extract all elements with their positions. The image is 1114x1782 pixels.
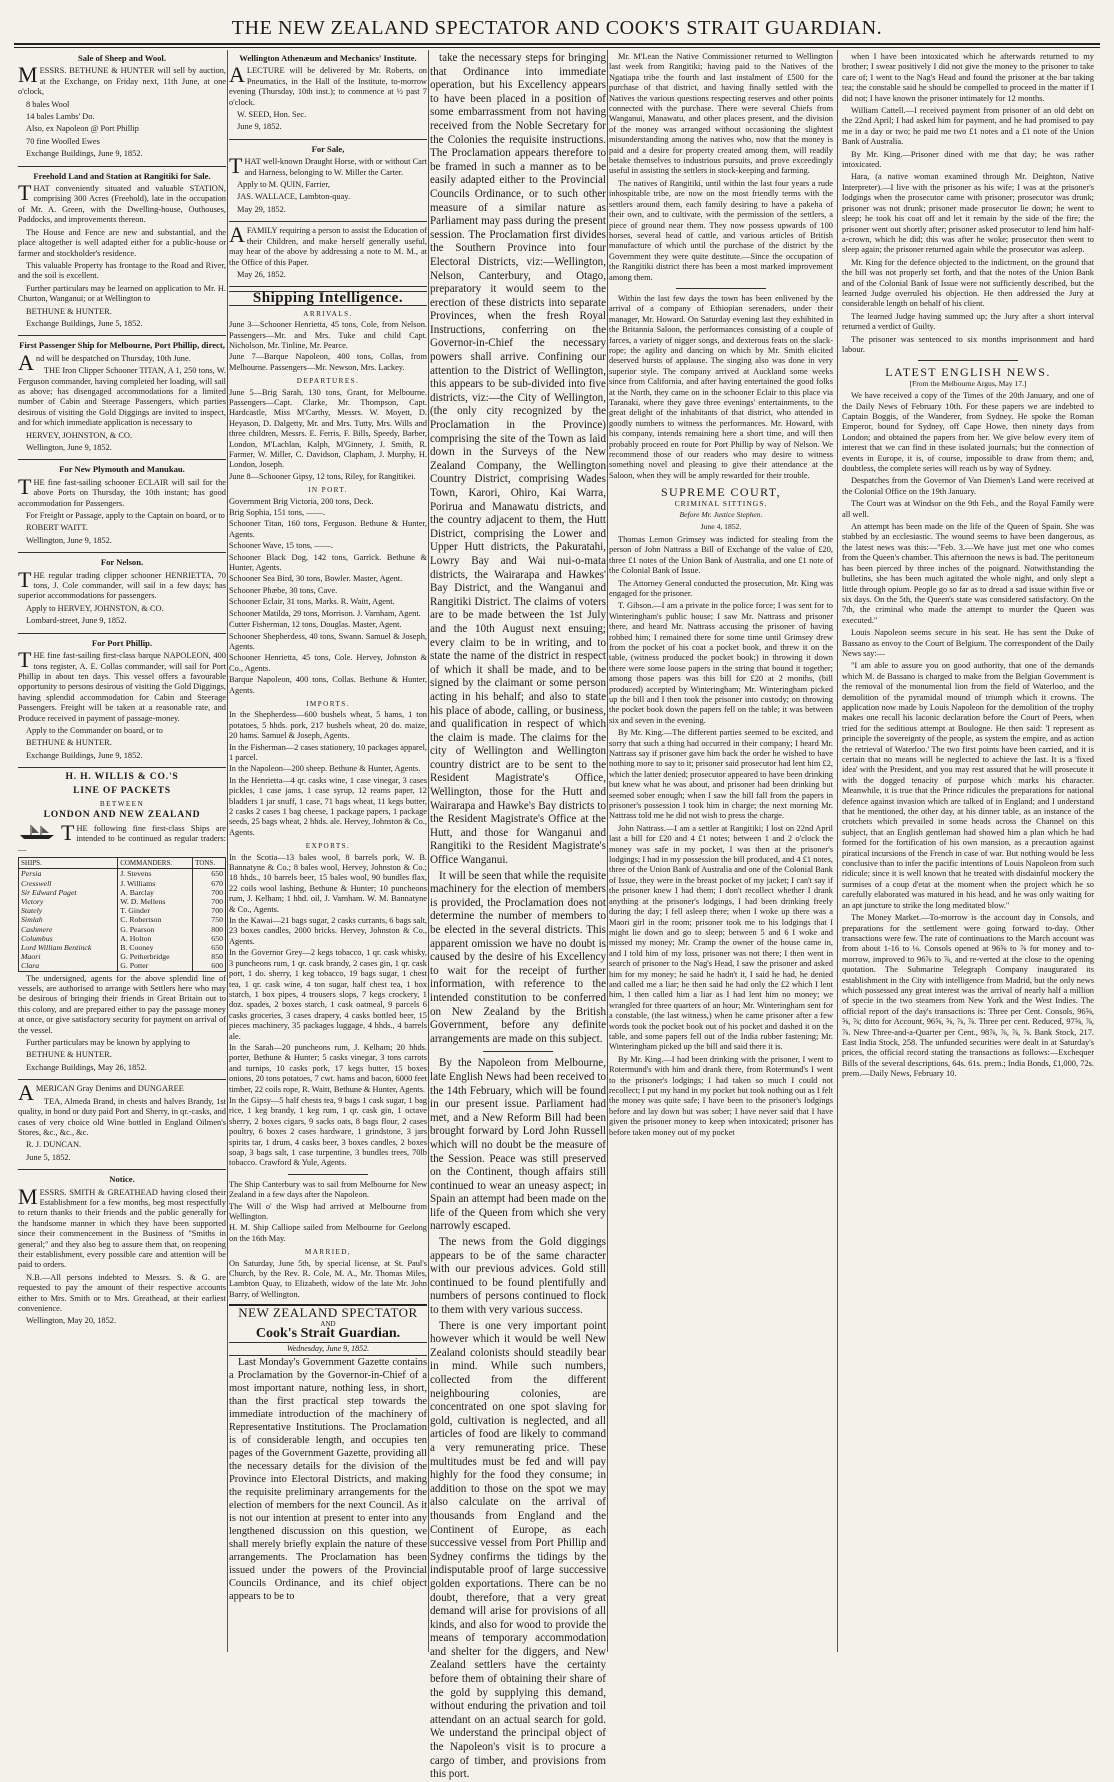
advertisement: [18, 464, 226, 553]
advertisement-line: The House and Fence are new and substantial, and the place altogether is well adapted either for a public-house or farmer and stockholder's residence.: [18, 227, 226, 258]
english-news-paragraph: Despatches from the Governor of Van Diemen's Land were received at the Colonial Office on the 19th January.: [842, 476, 1094, 496]
import-entry: In the Henrietta—4 qr. casks wine, 1 case vinegar, 3 cases pickles, 1 case jams, 1 case syrup, 12 reams paper, 12 bladders 1 jar snuff, 1 case, 71 bags wheat, 11 kegs butter, 2 casks 2 cases 1 bag cheese, 1 package papers, 1 package seeds, 25 bags wheat, 2 hhds. ale. Hervey, Johnston & Co., Agents.: [229, 775, 427, 837]
ship-tonnage: 700: [193, 906, 226, 915]
export-entry: In the Sarah—20 puncheons rum, J. Kelham; 20 hhds. porter, Bethune & Hunter; 5 casks vinegar, 3 tons carrots and turnips, 10 casks pork, 17 kegs butter, 15 boxes onions, 20 tons potatoes, 7 cwt. hams and bacon, 6000 feet timber, 22 coils rope, R. Waitt, Bethune & Hunter, Agents.: [229, 1042, 427, 1094]
advertisement-line: ALECTURE will be delivered by Mr. Roberts, on Pneumatics, in the Hall of the Institute, to-morrow evening (Thursday, 10th inst.); to commence at ½ past 7 o'clock.: [229, 62, 427, 107]
denims-line: AMERICAN Gray Denims and DUNGAREE: [18, 1080, 184, 1106]
fleet-row: [19, 943, 226, 952]
in-port-entry: Schooner Sea Bird, 30 tons, Bowler. Master, Agent.: [229, 574, 403, 584]
married-notice: On Saturday, June 5th, by special license, at St. Paul's Church, by the Rev. R. Cole, M. A., Mr. Thomas Miles, Lambton Quay, to Elizabeth, widow of the late Mr. John Barry, of Wellington.: [229, 1258, 427, 1299]
in-port-entry: Schooner Titan, 160 tons, Ferguson. Bethune & Hunter, Agents.: [229, 519, 427, 539]
packet-note: Exchange Buildings, May 26, 1852.: [26, 1062, 147, 1072]
criminal-sittings-heading: CRIMINAL SITTINGS.: [674, 498, 768, 508]
packet-between: BETWEEN: [99, 799, 145, 808]
editorial-title: NEW ZEALAND SPECTATOR: [238, 1305, 418, 1321]
shipping-notes: [229, 1180, 427, 1244]
advertisement-line: Lombard-street, June 9, 1852.: [26, 616, 127, 626]
english-news-paragraph: Louis Napoleon seems secure in his seat. He has sent the Duke of Bassano as envoy to the Court of Belgium. The correspondent of the Daily News say:—: [842, 628, 1094, 658]
english-news-paragraph: We have received a copy of the Times of the 20th January, and one of the Daily News of February 10th. For these papers we are indebted to Captain Boggis, of the Wanderer, from Sydney. He spoke the Roman Emperor, bound for Sydney, off Cape Howe, then ninety days from London; and obtained the papers from her. We give below every item of interest that we can find in these isolated journals; but the connection of events in Europe, it is, of course, impossible to draw from them; and, doubtless, the complete series will reach us by way of Sydney.: [842, 391, 1094, 474]
advertisement-line: HERVEY, JOHNSTON, & CO.: [26, 430, 133, 440]
column-advertisements-2: [229, 52, 427, 1650]
advertisement: [18, 53, 226, 167]
advertisement-line: Wellington, June 9, 1852.: [26, 535, 112, 545]
advertisement-line: This valuable Property has frontage to the Road and River, and the soil is excellent.: [18, 260, 226, 281]
in-port-entry: Schooner Eclair, 31 tons, Marks. R. Waitt, Agent.: [229, 597, 395, 607]
ship-commander: A. Barclay: [118, 888, 193, 897]
advertisement-line: BETHUNE & HUNTER.: [26, 738, 112, 748]
column-divider: [837, 50, 838, 1652]
court-report-continued: [842, 52, 1094, 355]
advertisement-line: May 29, 1852.: [237, 204, 286, 214]
advertisement: [18, 340, 226, 460]
advertisement-line: THAT well-known Draught Horse, with or without Cart and Harness, belonging to W. Miller the Carter.: [229, 153, 427, 179]
ship-tonnage: 600: [193, 961, 226, 971]
column-divider: [428, 50, 429, 1652]
in-port-entry: Schooner Wave, 15 tons, ——.: [229, 541, 334, 551]
separator: [483, 1051, 553, 1052]
in-port-entry: Schooner Black Dog, 142 tons, Garrick. Bethune & Hunter, Agents.: [229, 552, 427, 573]
advertisement-line: THE Iron Clipper Schooner TITAN, A 1, 250 tons, W. Ferguson commander, having completed her loading, will sail as above; has disengaged accommodations for a limited number of Cabin and Steerage Passengers, which parties desirous of visiting the Gold Diggings are invited to inspect, and for which immediate application is necessary to: [18, 366, 226, 428]
shipping-note: The Ship Canterbury was to sail from Melbourne for New Zealand in a few days after the Napoleon.: [229, 1179, 427, 1200]
advertisement-title: For Nelson.: [100, 557, 144, 568]
column-local-news: [609, 52, 833, 1650]
married-heading: MARRIED,: [304, 1248, 352, 1257]
fleet-row: [19, 879, 226, 888]
editorial-masthead: [229, 1304, 427, 1356]
ship-tonnage: 650: [193, 934, 226, 943]
court-report-text: [609, 535, 833, 1138]
advertisement-title: First Passenger Ship for Melbourne, Port Phillip, direct,: [19, 340, 225, 351]
advertisement: [18, 557, 226, 633]
ship-tonnage: 670: [193, 879, 226, 888]
ship-commander: G. Pearson: [118, 925, 193, 934]
advertisement-title: Freehold Land and Station at Rangitiki for Sale.: [33, 170, 211, 181]
english-news-paragraph: "I am able to assure you on good authority, that one of the demands which M. de Bassano is charged to make from the Belgian Government is the removal of the monumental lion from the field of Waterloo, and the demolition of the pyramidal mound of triumph which it crowns. The application now made by Louis Napoleon for the demolition of the trophy makes one recall his laconic declaration before the Court of Peers, when tried for the seditious attempt at Boulogne. He then said: 'I represent as principle the sovereignty of the people, as system the empire, and as action the retrieval of Waterloo.' The two first points have been carried, and it is certain that no means will be neglected to achieve the last. It is a 'fixed idea' with the President, and you may rest assured that he will prosecute it with the dogged tenacity of purpose which marks his character. Meanwhile, it is true that the Prince ridicules the preparations for national defence against invasion which are talked of in England; and I understand that he mentioned, the other day, at his dinner table, as an instance of the crotchets which prevailed in some heads across the Channel on this subject, that an English gentleman had showed him a plan which he had formed for the fortification of his own mansion, as a precaution against piratical incursions of the French in case of war. But nothing would be less conclusive than to infer the pacific intentions of Louis Napoleon from such ridicule; since it is well known that he treated with disdainful mockery the surmises of a coup d'etat at the moment when the project which he so carefully elaborated was matured in his head, and he was only waiting for an apt juncture to strike the long meditated blow.": [842, 661, 1094, 910]
advertisement-line: 70 fine Woolled Ewes: [26, 136, 100, 146]
editorial-text: [430, 52, 606, 1782]
editorial-paragraph: Last Monday's Government Gazette contains a Proclamation by the Governor-in-Chief of a most important nature, nothing less, in short, than the first practical step towards the immediate introduction of the machinery of Representative Institutions. The Proclamation is of considerable length, and occupies ten pages of the Government Gazette, providing all the necessary details for the division of the Province into Electoral Districts, and making the requisite preliminary arrangements for the election of members for the next Council. As it is not our intention at present to enter into any lengthened discussion on this question, we shall merely briefly explain the nature of these arrangements. The Proclamation has been issued under the powers of the Provincial Councils Ordinance, and its chief object appears to be to: [229, 1356, 427, 1602]
in-port-entry: Schooner Matilda, 29 tons, Morrison. J. Varnham, Agent.: [229, 608, 421, 618]
ship-name: Stately: [19, 906, 118, 915]
packet-note: The undersigned, agents for the above splendid line of vessels, are authorised to arrange with Settlers here who may be desirous of bringing their friends in Great Britain out to this colony, and are prepared either to pay the passage money at once, or give satisfactory security for payment on arrival of the vessel.: [18, 973, 226, 1035]
ship-commander: A. Holton: [118, 934, 193, 943]
english-news-text: [842, 391, 1094, 1079]
editorial-date: Wednesday, June 9, 1852.: [229, 1342, 427, 1356]
packet-intro: THE following fine first-class Ships are intended to be continued as regular traders:—: [18, 819, 226, 854]
ship-name: Columbus: [19, 934, 118, 943]
court-paragraph: The prisoner was sentenced to six months imprisonment and hard labour.: [842, 334, 1094, 354]
local-news-paragraph: Within the last few days the town has been enlivened by the arrival of a company of Ethiopian serenaders, under their manager, Mr. Howard. On Saturday evening last they exhibited in the Britannia Saloon, the performances consisting of a couple of farces, a variety of nigger songs, and dexterous feats on the slack-rope; the agility and dancing on which by Mr. Smith elicited deserved bursts of applause. The singing also was done in very superior style. The company arrived at Auckland some weeks since from California, and after having entertained the good folks at the North, they came on in the schooner Eclair to this place via Taranaki, where they gave three evenings' entertainments, to the great delight of the inhabitants of that district, who attended in goodly numbers to witness the performances. Mr. Howard, with his company, intends remaining here a short time, and will then probably proceed en route for Port Phillip by way of Nelson. We recommend those of our readers who may desire to witness something novel and pleasing to give their attendance at the Saloon, when they will be amply rewarded for their trouble.: [609, 293, 833, 480]
fleet-row: [19, 952, 226, 961]
fleet-row: [19, 961, 226, 971]
fleet-row: [19, 897, 226, 906]
ship-commander: B. Cooney: [118, 943, 193, 952]
advertisement: [229, 144, 427, 222]
column-advertisements-1: [18, 52, 226, 1650]
advertisement-line: Wellington, June 9, 1852.: [26, 443, 112, 452]
export-entry: In the Scotia—13 bales wool, 8 barrels pork, W. B. Bannatyne & Co.; 8 bales wool, Hervey, Johnston & Co.; 18 hhds., 10 barrels beer, 15 bales wool, 90 bundles flax, 22 coils wool lashing, Bethune & Hunter; 10 puncheons rum, J. Kelham; 1 hhd. oil, J. Varnham. W. M. Bannatyne & Co., Agents.: [229, 852, 427, 914]
arrival-entry: June 7—Barque Napoleon, 400 tons, Collas, from Melbourne. Passengers—Mr. Newson, Mrs. Lackey.: [229, 352, 427, 372]
advertisement-line: Apply to M. QUIN, Farrier,: [237, 180, 330, 190]
import-entry: In the Napoleon—200 sheep. Bethune & Hunter, Agents.: [229, 764, 421, 774]
fleet-header-commanders: COMMANDERS.: [118, 858, 193, 869]
advertisement-line: For Freight or Passage, apply to the Captain on board, or to: [26, 511, 225, 521]
in-port-entry: Barque Napoleon, 400 tons, Collas. Bethune & Hunter, Agents.: [229, 675, 427, 695]
advertisement-line: THE regular trading clipper schooner HENRIETTA, 70 tons, J. Cole commander, will sail in a few days; has superior accommodations for passengers.: [18, 566, 226, 601]
fleet-row: [19, 915, 226, 924]
supreme-court-heading: SUPREME COURT,: [660, 485, 781, 500]
fleet-row: [19, 906, 226, 915]
packet-notes: [18, 974, 226, 1074]
court-paragraph: Thomas Lemon Grimsey was indicted for stealing from the person of John Nattrass a Bill of Exchange of the value of £20, three £1 notes of the Union Bank of Australia, and one £1 note of the Colonial Bank of Issue.: [609, 534, 833, 576]
ship-commander: G. Potter: [118, 961, 193, 971]
ship-commander: J. Stevens: [118, 869, 193, 879]
denims-line: R. J. DUNCAN.: [26, 1140, 82, 1150]
column-editorial: [430, 52, 606, 1781]
english-news-paragraph: An attempt has been made on the life of the Queen of Spain. She was stabbed by an ecclesiastic. The wound seems to have been dangerous, as the latest news was this:—"Feb. 3.—We have just met one who comes from the Queen's chamber. This afternoon the news is bad. The peritoneum has been pierced by three inches of the poignard. Notwithstanding the bulletins, she has been much agitated the whole night, and only slept a little through opium. People go so far as to dread a sad issue within five or six days. On the 5th, the Queen's state was considered satisfactory. On the 7th, the criminal who made the attempt to murder the Queen was executed.": [842, 522, 1094, 625]
local-news-paragraph: Mr. M'Lean the Native Commissioner returned to Wellington last week from Rangitiki; having paid to the Natives of the Ngatiapa tribe the fourth and last instalment of £500 for the purchase of that district, and having finally settled with the Natives the various questions respecting reserves and other points connected with the purchase. There were several Chiefs from Wanganui, Manawatu, and other places present, and the division of the money was arranged without occasioning the slightest misunderstanding among the natives who, now that the money is paid and a desire for property created among them, will readily betake themselves to industrious pursuits, and prove exceedingly useful in assisting the settlers in stock-keeping and farming.: [609, 52, 833, 176]
ship-name: Persia: [19, 869, 118, 879]
notice-line: N.B.—All persons indebted to Messrs. S. & G. are requested to pay the amount of their respective accounts either to Mrs. Smith or to Mrs. Greathead, at their earliest convenience.: [18, 1272, 226, 1314]
departure-entry: June 8—Schooner Gipsy, 12 tons, Riley, for Rangitikei.: [229, 471, 416, 481]
in-port-entry: Government Brig Victoria, 200 tons, Deck.: [229, 496, 374, 506]
ship-name: Cashmere: [19, 925, 118, 934]
arrival-entry: June 3—Schooner Henrietta, 45 tons, Cole, from Nelson. Passengers—Mr. and Mrs. Tuke and child Capt. Nicholson, Mr. Tinline, Mr. Pearce.: [229, 320, 427, 350]
masthead-rule-thin: [14, 47, 1100, 48]
denims-advertisement: [18, 1080, 226, 1170]
ship-name: Simlah: [19, 915, 118, 924]
advertisement-line: ROBERT WAITT.: [26, 523, 88, 533]
import-entry: In the Fisherman—2 cases stationery, 10 packages apparel, 1 parcel.: [229, 742, 427, 762]
ship-commander: C. Robertson: [118, 915, 193, 924]
packet-route: LONDON AND NEW ZEALAND: [43, 809, 201, 821]
departures-list: [229, 388, 427, 483]
shipping-note: H. M. Ship Calliope sailed from Melbourne for Geelong on the 16th May.: [229, 1223, 427, 1243]
packet-agent-title: H. H. WILLIS & CO.'S: [65, 771, 179, 783]
advertisement-line: Exchange Buildings, June 5, 1852.: [26, 318, 143, 328]
ship-commander: T. Ginder: [118, 906, 193, 915]
in-port-entry: Brig Sophia, 151 tons, ——.: [229, 508, 326, 518]
ship-commander: G. Petherbridge: [118, 952, 193, 961]
advertisement-line: Further particulars may be learned on application to Mr. H. Churton, Wanganui; or at Wellington to: [18, 283, 226, 304]
notice-title: Notice.: [109, 1174, 135, 1185]
court-paragraph: By Mr. King.—The different parties seemed to be excited, and sorry that such a thing had occurred in their company; I heard Mr. Nattrass say if prisoner gave him back the order he wished to have nothing more to say to it; prisoner said prosecutor had lent him £2, which the latter denied; prosecutor appeared to have been drinking but knew what he was about, and prisoner had been drinking but seemed sober enough; when I saw the bill fall from the papers in prisoner's possession I took him in charge; the next morning Mr. Nattrass told me he did not wish to press the charge.: [609, 728, 833, 821]
court-paragraph: The Attorney General conducted the prosecution, Mr. King was engaged for the prisoner.: [609, 578, 833, 598]
column-english-news: [842, 52, 1094, 1650]
advertisement-title: For New Plymouth and Manukau.: [59, 464, 185, 475]
editorial-paragraph: The news from the Gold diggings appears to be of the same character with our previous advices. Gold still continued to be found plentifully and numbers of persons continued to flock to them with very various success.: [430, 1236, 606, 1317]
advertisement-line: Apply to HERVEY, JOHNSTON, & CO.: [26, 603, 164, 613]
court-paragraph: when I have been intoxicated which he afterwards returned to my brother; I swear positively I did not give the money to the prisoner to take care of; I went to the Nag's Head and found the prisoner at the bar taking tea; the constable said he should be compelled to proceed in the matter if I did not; I have known the prisoner intimately for 12 months.: [842, 52, 1094, 103]
advertisement-line: And will be despatched on Thursday, 10th June.: [18, 349, 191, 375]
column-divider: [607, 50, 608, 1652]
news-source: [From the Melbourne Argus, May 17.]: [909, 378, 1027, 388]
english-news-paragraph: The Court was at Windsor on the 9th Feb., and the Royal Family were all well.: [842, 499, 1094, 519]
fleet-table-body: [19, 869, 226, 971]
fleet-header-tons: TONS.: [193, 858, 226, 869]
export-entry: In the Kawai—21 bags sugar, 2 casks currants, 6 bags salt, 23 boxes candles, 2000 bricks. Hervey, Johnston & Co., Agents.: [229, 916, 427, 946]
ship-name: Lord William Bentinck: [19, 943, 118, 952]
ship-tonnage: 700: [193, 897, 226, 906]
advertisement-title: Sale of Sheep and Wool.: [78, 53, 166, 63]
local-news-paragraph: The natives of Rangitiki, until within the last four years a rude inhospitable tribe, are now on the most friendly terms with the settlers around them, each family desiring to have a pakeha of their own, and to cultivate, with the permission of the settlers, a piece of ground near them. They now possess upwards of 100 horses, several head of cattle, and various articles of British manufacture of which until the purchase of the district by the Government they were quite destitute.—Since the occupation of the Rangitiki district there has been a most marked improvement among them.: [609, 178, 833, 282]
notice-line: Wellington, May 20, 1852.: [26, 1316, 117, 1326]
export-entry: In the Governor Grey—2 kegs tobacco, 1 qr. cask whisky, 3 puncheons rum, 1 qr. cask brandy, 2 cases gin, 1 qr. cask port, 1 do. sherry, 1 keg tobacco, 19 bags sugar, 1 chest tea, 1 qr. cask wine, 4 ton sugar, half chest tea, 1 box starch, 1 box pipes, 4 trousers slops, 7 kegs crockery, 1 doz. spades, 2 boxes starch, 1 cask oatmeal, 9 parcels 6 casks groceries, 3 cases drapery, 4 casks bottled beer, 15 pieces machinery, 35 packages luggage, 4 hhds., 4 barrels ale.: [229, 948, 427, 1041]
fleet-row: [19, 869, 226, 879]
packet-line-title: LINE OF PACKETS: [73, 784, 171, 796]
court-paragraph: T. Gibson.—I am a private in the police force; I was sent for to Winteringham's public house; I saw Mr. Nattrass and prisoner there, and heard Mr. Nattrass accusing the prisoner of having robbed him; I remained there for some time until Grimsey drew from the pocket of his coat a pocket book, and threw it on the table, (witness produced the pocket book;) in throwing it down there were some loose papers in the string that bound it together; among those papers was this bill for £20 at 2 months, (bill produced) accepted by Winteringham; Mr. Winteringham picked up the bill and I then took the prisoner into custody; on throwing the pocket book down the papers fell on the table; it was between six and seven in the evening.: [609, 601, 833, 725]
in-port-entry: Schooner Henrietta, 45 tons, Cole. Hervey, Johnston & Co., Agents.: [229, 653, 427, 673]
court-judge: Before Mr. Justice Stephen.: [679, 510, 763, 520]
advertisement-list: [229, 53, 427, 287]
shipping-note: The Will o' the Wisp had arrived at Melbourne from Wellington.: [229, 1201, 427, 1222]
court-paragraph: John Nattrass.—I am a settler at Rangitiki; I lost on 22nd April last a bill for £20 and 4 £1 notes; between 1 and 2 o'clock the money was safe in my pocket, I was then at the prisoner's lodgings; I had in my possession the bill produced, and 4 £1 notes, three of the Union Bank of Australia and one of the Colonial Bank of Issue, they were in the breast pocket of my jacket; I can't say if the prisoner knew I had them; I don't recollect whether I drank anything at the prisoner's lodgings, I had been drinking freely during the day; I fell asleep there; when I woke up there was a Maori girl in the room; prisoner took me to his lodgings that I might lie down and go to sleep; between 5 and 6 I woke and missed my money; Mr. Cramp the owner of the house came in, and I told him of my loss, prisoner was not there; I then went in search of prisoner to the Nag's Head, I saw the prisoner and asked him for my money; he said he hadn't it, I said he had, he denied and called me a liar; he then said he had only the £2 which I lent him, I then called him a liar as I had lent him no money; we wrangled for three quarters of an hour; Mr. Winteringham sent for a constable, (the last witness,) when he came prisoner after a few words took the pocket book out of his pocket and dashed it on the table, and some papers fell out of the India rubber fastening; Mr. Winteringham picked up the bill and said there it is.: [609, 823, 833, 1052]
advertisement-line: Apply to the Commander on board, or to: [26, 725, 163, 735]
in-port-list: [229, 497, 427, 696]
in-port-heading: IN PORT.: [308, 486, 348, 495]
departure-entry: June 5—Brig Sarah, 130 tons, Grant, for Melbourne. Passengers—Capt. Clarke, Mr. Thompson, Capt. Hardcastle, Miss M'Carthy, Messrs. W. Moyett, D. Heyason, D. Dalgetty, Mr. and Mrs. Tutty, Mrs. Wills and three children, Messrs. E. Ferris, F. Bills, Speedy, Barber, London, M'Lachlan, Kalph, M'Ginnety, J. Smith, R. Farmer, W. Miller, C. Davidson, Clapham, J. Murphy, H. London, Joseph.: [229, 387, 427, 470]
separator: [918, 360, 1019, 361]
fleet-table: [18, 857, 226, 972]
separator: [288, 1174, 367, 1175]
denims-line: June 5, 1852.: [26, 1152, 71, 1162]
notice-line: MESSRS. SMITH & GREATHEAD having closed their Establishment for a few months, beg most respectfully to return thanks to their friends and the public generally for the handsome manner in which they have been supported since their commencement in the Business of "Smiths in general;" and they also beg to assure them that, on reopening their establishment, every possible care and attention will be paid to orders.: [18, 1183, 226, 1270]
arrivals-heading: ARRIVALS.: [303, 309, 353, 318]
advertisement-line: 14 bales Lambs' Do.: [26, 112, 95, 122]
editorial-and: AND: [320, 1319, 336, 1328]
court-paragraph: Mr. King for the defence objected to the indictment, on the ground that the bill was not properly set forth, and that the notes of the Union Bank and of the Colonial Bank of Issue were not sufficiently described, but the learned Judge overruled his objection. He then addressed the Jury at considerable length on behalf of his client.: [842, 257, 1094, 309]
court-paragraph: Hara, (a native woman examined through Mr. Deighton, Native Interpreter).—I live with the prisoner as his wife; I was at the prisoner's lodgings when the prosecutor came with prisoner; prosecutor was drunk; prisoner was not drunk; prisoner made prosecutor lie down; he went to sleep; he took his coat off and let it remain by the side of the fire; the prisoner went out shortly after; prisoner asked prosecutor to lend him half-a-crown, which he did; this was after he woke; prosecutor then went to sleep again; the prisoner returned again while the prosecutor was asleep.: [842, 172, 1094, 255]
packet-line-advertisement: [18, 772, 226, 1080]
exports-list: [229, 853, 427, 1169]
advertisement-title: Wellington Athenæum and Mechanics' Institute.: [239, 53, 417, 63]
in-port-entry: Cutter Fisherman, 12 tons, Douglas. Master, Agent.: [229, 620, 402, 630]
ship-icon: [18, 824, 58, 840]
exports-heading: EXPORTS.: [305, 842, 351, 851]
advertisement-title: For Sale,: [311, 143, 345, 154]
advertisement-line: THE fine fast-sailing first-class barque NAPOLEON, 400 tons register, A. E. Collas commander, will sail for Port Phillip in about ten days. This vessel offers a favourable opportunity to persons desirous of visiting the Gold Diggings, having splendid accommodation for Cabin and Steerage Passengers. Freight will be taken at a reasonable rate, and Produce received in payment of passage-money.: [18, 647, 226, 723]
editorial-paragraph: take the necessary steps for bringing that Ordinance into immediate operation, but his Excellency appears to have been placed in a position of some embarrassment from not having received from the Noble Secretary for the Colonies the requisite instructions. The Proclamation appears therefore to be framed in such a manner as to be easily adapted either to the Provincial Councils Ordinance, or to such other measure of a similar nature as Parliament may pass during the present session. The Proclamation first divides the Southern Province into four Electoral Districts, viz:—Wellington, Nelson, Canterbury, and Otago, preparatory it would seem to the erection of these districts into separate Provinces, when the fresh Royal Instructions, conferring on the Governor-in-Chief the necessary powers shall arrive. Confining our attention to the District of Wellington, this appears to be sub-divided into five districts, viz:—the City of Wellington, (the only city recognized by the Proclamation in the Province) comprising the site of the Town as laid down in the Surveys of the New Zealand Company, the Wellington Country District, comprising Wades Town, Karori, Ohiro, Kai Warra, Porirua and Manawatu districts, and the country adjacent to them, the Hutt District, comprising the Lower and Upper Hutt districts, the Pakuratahi, Lowry Bay and Wai nui-o-mata districts, the Wairarapa and Hawkes' Bay District, and the Wanganui and Rangitiki District. The claims of voters are to be made between the 1st July and the 10th August next ensuing; every claim to be in writing, and to state the name of the district in respect of which it shall be made, and to be signed by the claimant or some person acting in his behalf; and also to state his place of abode, calling, or business, and qualification in respect of which the claim is made. The claims for the city of Wellington and Wellington country district are to be sent to the Resident Magistrate's Office, Wellington, those for the Hutt and Wairarapa and Hawke's Bay districts to the Resident Magistrate's Office at the Hutt, and those for Wanganui and Rangitiki to the Resident Magistrate's Office Wanganui.: [430, 52, 606, 867]
denims-line: TEA, Almeda Brand, in chests and halves Brandy, 1st quality, in bond or duty paid Port and Sherry, in qr.-casks, and cases of very choice old Wine bottled in England Oilmen's Stores, &c., &c., &c.: [18, 1096, 226, 1137]
advertisement-line: MESSRS. BETHUNE & HUNTER will sell by auction, at the Exchange, on Friday next, 11th June, at one o'clock,: [18, 62, 226, 97]
court-paragraph: By Mr. King.—Prisoner dined with me that day; he was rather intoxicated.: [842, 149, 1094, 170]
import-entry: In the Shepherdess—600 bushels wheat, 5 hams, 1 ton potatoes, 5 hhds. pork, 217 bushels wheat, 20 do. maize, 20 hams. Samuel & Joseph, Agents.: [229, 710, 427, 741]
latest-english-news-heading: LATEST ENGLISH NEWS.: [885, 365, 1051, 380]
in-port-entry: Schooner Phæbe, 30 tons, Cave.: [229, 585, 338, 595]
advertisement-line: Exchange Buildings, June 9, 1852.: [26, 750, 143, 760]
advertisement-title: For Port Phillip.: [91, 637, 153, 648]
fleet-header-ships: SHIPS.: [19, 858, 118, 869]
advertisement: [18, 171, 226, 337]
advertisement-line: Also, ex Napoleon @ Port Phillip: [26, 124, 139, 134]
advertisement-line: BETHUNE & HUNTER.: [26, 306, 112, 316]
imports-list: [229, 710, 427, 838]
notice-text: [18, 1183, 226, 1327]
masthead: [0, 0, 1114, 44]
packet-note: BETHUNE & HUNTER.: [26, 1050, 112, 1060]
advertisement-line: June 9, 1852.: [237, 122, 282, 132]
packet-note: Further particulars may be known by applying to: [26, 1038, 190, 1048]
imports-heading: IMPORTS.: [306, 699, 350, 708]
advertisement: [229, 53, 427, 140]
ship-name: Cresswell: [19, 879, 118, 888]
ship-tonnage: 650: [193, 869, 226, 879]
editorial-paragraph: It will be seen that while the requisite machinery for the election of members is provided, the Proclamation does not determine the number of members to be elected in the several districts. This apparent omission we have no doubt is caused by the desire of his Excellency to wait for the receipt of further information, with reference to the intended constitution to be conferred on New Zealand by the British Government, before any definite arrangements are made on this subject.: [430, 869, 606, 1045]
column-divider: [227, 50, 228, 1652]
english-news-paragraph: The Money Market.—To-morrow is the account day in Consols, and preparations for the settlement were going forward to-day. Other transactions were few. The rate of continuations to the March account was from about 1-16 to ⅛. Consols opened at 96⅝ to ⅞ for money and to-morrow, improved to 96⅞ to ⅞, and re-verted at the close to the opening quotation. The Submarine Telegraph Company inaugurated its establishment in the City with intelligence from Madrid, but the only news which possessed any great interest was the arrival of nearly half a million of specie in the two steamers from New York and the West Indies. The official report of the day's transactions is: Three per Cent. Consols, 96⅝, ⅝, ⅞; ditto for Account, 96⅝, ⅝, ⅞, ⅞. Three per cent. Reduced, 97⅝, ⅞, ⅞. New Three-and-a-Quarter per Cent., 98⅞, ⅞, ⅞, ⅞. Bank Stock, 217. East India Stock, 258. The unfunded securities were dealt in at Saturday's prices, the official record stating the transactions as follows:—Exchequer Bills of the several descriptions, 64s. 61s. prem.; India Bonds, £1,000, 72s. prem.—Daily News, February 10.: [842, 913, 1094, 1079]
editorial-paragraph: By the Napoleon from Melbourne, late English News had been received to the 14th February, which will be found in our present issue. Parliament had met, and a New Reform Bill had been brought forward by Lord John Russell which will no doubt be the measure of the Session. Peace was still preserved on the Continent, though affairs still continued to wear an uneasy aspect; in Spain an attempt had been made on the life of the Queen from which she very narrowly escaped.: [430, 1057, 606, 1233]
denims-text: [18, 1080, 226, 1163]
advertisement-line: THE fine fast-sailing schooner ECLAIR will sail for the above Ports on Thursday, the 10th instant; has good accommodation for Passengers.: [18, 473, 226, 508]
ship-tonnage: 750: [193, 915, 226, 924]
fleet-row: [19, 888, 226, 897]
shipping-intelligence-heading: Shipping Intelligence.: [229, 291, 427, 305]
advertisement-line: 8 bales Wool: [26, 99, 70, 109]
departures-heading: DEPARTURES.: [296, 377, 360, 386]
court-paragraph: William Cattell.—I received payment from prisoner of an old debt on the 22nd April; I had asked him for payment, and he had promised to pay me in a day or two; he paid me two £1 notes and a £1 note of the Union Bank of Australia.: [842, 106, 1094, 147]
arrivals-list: [229, 320, 427, 373]
ship-tonnage: 650: [193, 943, 226, 952]
ship-tonnage: 800: [193, 925, 226, 934]
ship-name: Sir Edward Paget: [19, 888, 118, 897]
in-port-entry: Schooner Shepherdess, 40 tons, Swann. Samuel & Joseph, Agents.: [229, 631, 427, 651]
newspaper-title: THE NEW ZEALAND SPECTATOR AND COOK'S STRAIT GUARDIAN.: [231, 17, 883, 39]
advertisement: [229, 222, 427, 287]
fleet-row: [19, 925, 226, 934]
advertisement-line: W. SEED, Hon. Sec.: [237, 110, 307, 120]
masthead-rule: [14, 43, 1100, 45]
editorial-paragraph: There is one very important point however which it would be well New Zealand colonists should steadily bear in mind. While such numbers, collected from the different neighbouring colonies, are concentrated on one spot slaving for gold, cultivation is neglected, and all articles of food are likely to command a very remunerating price. These multitudes must be fed and will pay highly for the food they consume; in addition to those on the spot we may also calculate on the arrival of thousands from England and the Continent of Europe, as each successive vessel from Port Phillip and Sydney confirms the tidings by the indisputable proof of large successive golden exportations. There can be no doubt, therefore, that a very great demand will arise for provisions of all kinds, and also for wood to provide the means of temporary accommodation and shelter for the diggers, and New Zealand settlers have the certainty before them of obtaining their share of the gold by supplying this demand, without enduring the privation and toil attendant on an actual search for gold. We understand the principal object of the Napoleon's visit is to procure a cargo of timber, and provisions from this port.: [430, 1319, 606, 1781]
local-news-text: [609, 52, 833, 481]
export-entry: In the Gipsy—5 half chests tea, 9 bags 1 cask sugar, 1 bag rice, 1 keg brandy, 1 keg rum, 1 qr. cask gin, 1 octave sherry, 2 boxes cigars, 9 sacks oats, 8 bags flour, 2 cases poultry, 6 boxes 2 cases hardware, 1 grindstone, 3 jars spirits tar, 1 drum, 4 casks beer, 3 boxes candles, 2 boxes soap, 3 bags salt, 1 case turpentine, 3 bundles trees, 70lb tobacco. Crawford & Yule, Agents.: [229, 1095, 427, 1168]
ship-tonnage: 700: [193, 888, 226, 897]
court-paragraph: The learned Judge having summed up; the Jury after a short interval returned a verdict of Guilty.: [842, 311, 1094, 332]
ship-commander: J. Williams: [118, 879, 193, 888]
court-paragraph: By Mr. King.—I had been drinking with the prisoner, I went to Rotermund's with him and drank there, from Rotermund's I went to the prisoner's lodgings; I had taken so much I could not recollect; I put my hand in my pocket but took nothing out as I felt the money was quite safe; I have been to the prisoner's lodgings before and lay down but was sober; I have never said that I have given the prisoner money to keep when intoxicated; prisoner has before taken money out of my pocket: [609, 1054, 833, 1137]
advertisement-line: Exchange Buildings, June 9, 1852.: [26, 149, 143, 159]
ship-name: Clara: [19, 961, 118, 971]
advertisement-line: JAS. WALLACE, Lambton-quay.: [237, 192, 351, 202]
ship-commander: W. D. Mellens: [118, 897, 193, 906]
advertisement-line: May 26, 1852.: [237, 269, 286, 279]
separator: [676, 288, 766, 289]
ship-tonnage: 850: [193, 952, 226, 961]
ship-name: Victory: [19, 897, 118, 906]
notice-advertisement: [18, 1174, 226, 1333]
ship-name: Maori: [19, 952, 118, 961]
advertisement-list: [18, 53, 226, 768]
advertisement-line: THAT conveniently situated and valuable STATION, comprising 300 Acres (Freehold), late in the occupation of Mr. A. Green, with the Dwelling-house, Outhouses, Paddocks, and improvements thereon.: [18, 180, 226, 225]
advertisement-line: AFAMILY requiring a person to assist the Education of their Children, and make herself generally useful, may hear of the above by addressing a note to M. M., at the Office of this Paper.: [229, 222, 427, 267]
court-date: June 4, 1852.: [700, 522, 742, 532]
fleet-row: [19, 934, 226, 943]
editorial-subtitle: Cook's Strait Guardian.: [255, 1326, 401, 1342]
advertisement: [18, 638, 226, 768]
